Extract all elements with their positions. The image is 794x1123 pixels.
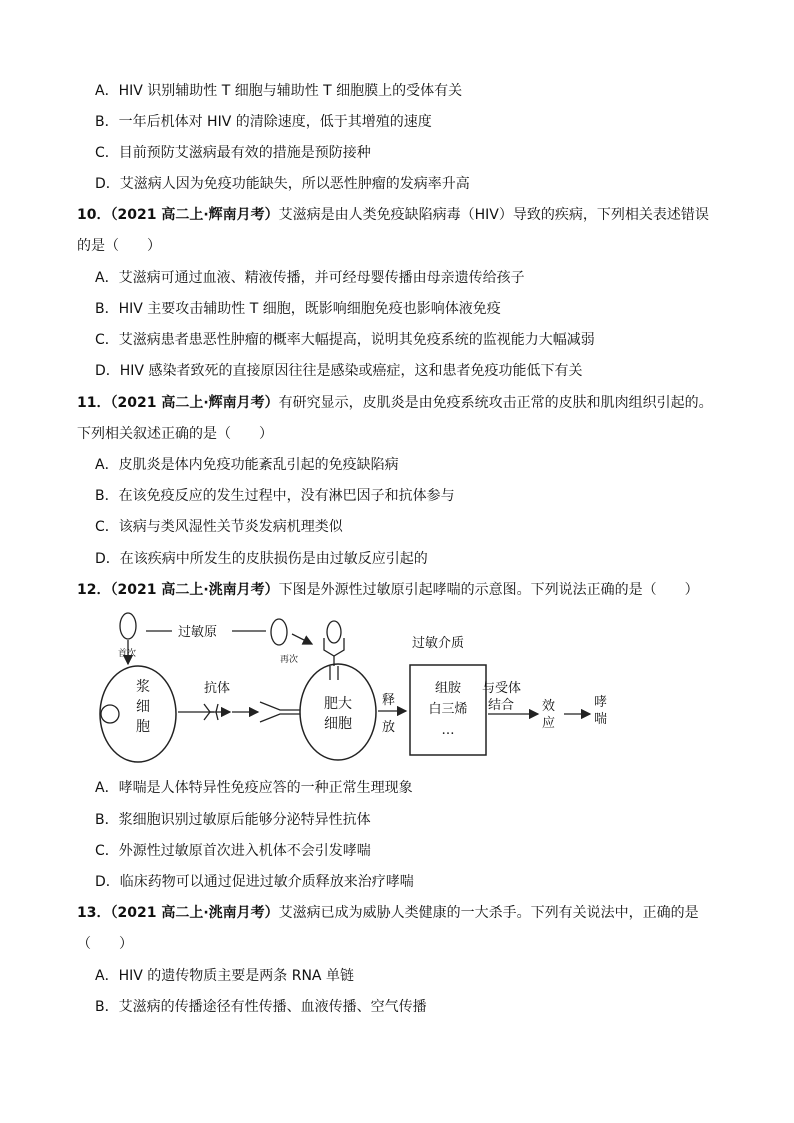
- release-label-1: 释: [382, 693, 396, 708]
- option-c: C．目前预防艾滋病最有效的措施是预防接种: [95, 145, 371, 161]
- question-text: 艾滋病已成为威胁人类健康的一大杀手。下列有关说法中，正确的是: [278, 905, 699, 921]
- first-time-label: 首次: [118, 649, 137, 659]
- mediator-item-1: 组胺: [434, 681, 462, 696]
- q13-option-b: B．艾滋病的传播途径有性传播、血液传播、空气传播: [95, 999, 427, 1015]
- allergen-label: 过敏原: [178, 625, 218, 640]
- receptor-label-1: 与受体: [482, 681, 522, 696]
- allergen-first: [120, 613, 136, 639]
- question-number: 13．: [77, 905, 111, 921]
- question-text: 艾滋病是由人类免疫缺陷病毒（HIV）导致的疾病，下列相关表述错误: [278, 207, 709, 223]
- q11-option-c: C．该病与类风湿性关节炎发病机理类似: [95, 519, 343, 535]
- bound-antibody-icon: [260, 702, 300, 722]
- plasma-cell-label-2: 细: [136, 699, 150, 715]
- q12-option-a: A．哮喘是人体特异性免疫应答的一种正常生理现象: [95, 780, 413, 796]
- plasma-cell-nucleus: [101, 705, 119, 723]
- q11-option-d: D．在该疾病中所发生的皮肤损伤是由过敏反应引起的: [95, 551, 428, 567]
- option-b: B．一年后机体对 HIV 的清除速度，低于其增殖的速度: [95, 114, 432, 130]
- q10-option-d: D．HIV 感染者致死的直接原因往往是感染或癌症，这和患者免疫功能低下有关: [95, 363, 583, 379]
- question-text: 下图是外源性过敏原引起哮喘的示意图。下列说法正确的是（ ）: [278, 582, 699, 598]
- mast-cell-label-2: 细胞: [324, 716, 352, 732]
- question-number: 11．: [77, 395, 111, 411]
- question-source: （2021 高二上·洮南月考）: [110, 582, 279, 598]
- question-text: 有研究显示，皮肌炎是由免疫系统攻击正常的皮肤和肌肉组织引起的。: [278, 395, 713, 411]
- question-11-stem-cont: 下列相关叙述正确的是（ ）: [77, 426, 273, 442]
- allergen-second: [271, 619, 287, 645]
- q10-option-c: C．艾滋病患者患恶性肿瘤的概率大幅提高，说明其免疫系统的监视能力大幅减弱: [95, 332, 595, 348]
- antibody-label: 抗体: [204, 681, 231, 696]
- question-12-stem: [77, 580, 699, 600]
- question-number: 10．: [77, 207, 111, 223]
- option-a: A．HIV 识别辅助性 T 细胞与辅助性 T 细胞膜上的受体有关: [95, 83, 463, 99]
- receptor-icon: [324, 638, 344, 680]
- q11-option-b: B．在该免疫反应的发生过程中，没有淋巴因子和抗体参与: [95, 488, 455, 504]
- q11-option-a: A．皮肌炎是体内免疫功能紊乱引起的免疫缺陷病: [95, 457, 399, 473]
- question-11-stem: [77, 393, 713, 413]
- asthma-label-1: 哮: [594, 695, 608, 710]
- question-10-stem: [77, 205, 709, 225]
- q13-option-a: A．HIV 的遗传物质主要是两条 RNA 单链: [95, 968, 354, 984]
- plasma-cell-label-3: 胞: [136, 719, 150, 735]
- option-d: D．艾滋病人因为免疫功能缺失，所以恶性肿瘤的发病率升高: [95, 176, 470, 192]
- mediator-title: 过敏介质: [412, 636, 465, 651]
- question-source: （2021 高二上·辉南月考）: [110, 207, 279, 223]
- question-number: 12．: [77, 582, 111, 598]
- asthma-label-2: 喘: [594, 712, 608, 727]
- release-label-2: 放: [382, 720, 396, 735]
- allergen-bound: [327, 621, 341, 643]
- q12-option-c: C．外源性过敏原首次进入机体不会引发哮喘: [95, 843, 371, 859]
- q10-option-b: B．HIV 主要攻击辅助性 T 细胞，既影响细胞免疫也影响体液免疫: [95, 301, 501, 317]
- q12-option-b: B．浆细胞识别过敏原后能够分泌特异性抗体: [95, 812, 371, 828]
- second-time-label: 再次: [280, 655, 299, 665]
- mediator-item-2: 白三烯: [428, 702, 468, 717]
- plasma-cell-label-1: 浆: [136, 679, 150, 695]
- question-10-stem-cont: 的是（ ）: [77, 238, 161, 254]
- q10-option-a: A．艾滋病可通过血液、精液传播，并可经母婴传播由母亲遗传给孩子: [95, 270, 525, 286]
- question-source: （2021 高二上·洮南月考）: [110, 905, 279, 921]
- allergy-asthma-diagram: [90, 610, 650, 770]
- effect-label-2: 应: [542, 716, 556, 731]
- question-source: （2021 高二上·辉南月考）: [110, 395, 279, 411]
- question-13-stem-cont: （ ）: [77, 936, 133, 952]
- q12-option-d: D．临床药物可以通过促进过敏介质释放来治疗哮喘: [95, 874, 414, 890]
- question-13-stem: [77, 903, 699, 923]
- mediator-item-3: …: [441, 723, 455, 738]
- receptor-label-2: 结合: [488, 698, 515, 713]
- effect-label-1: 效: [542, 699, 556, 714]
- mast-cell-label-1: 肥大: [324, 696, 352, 712]
